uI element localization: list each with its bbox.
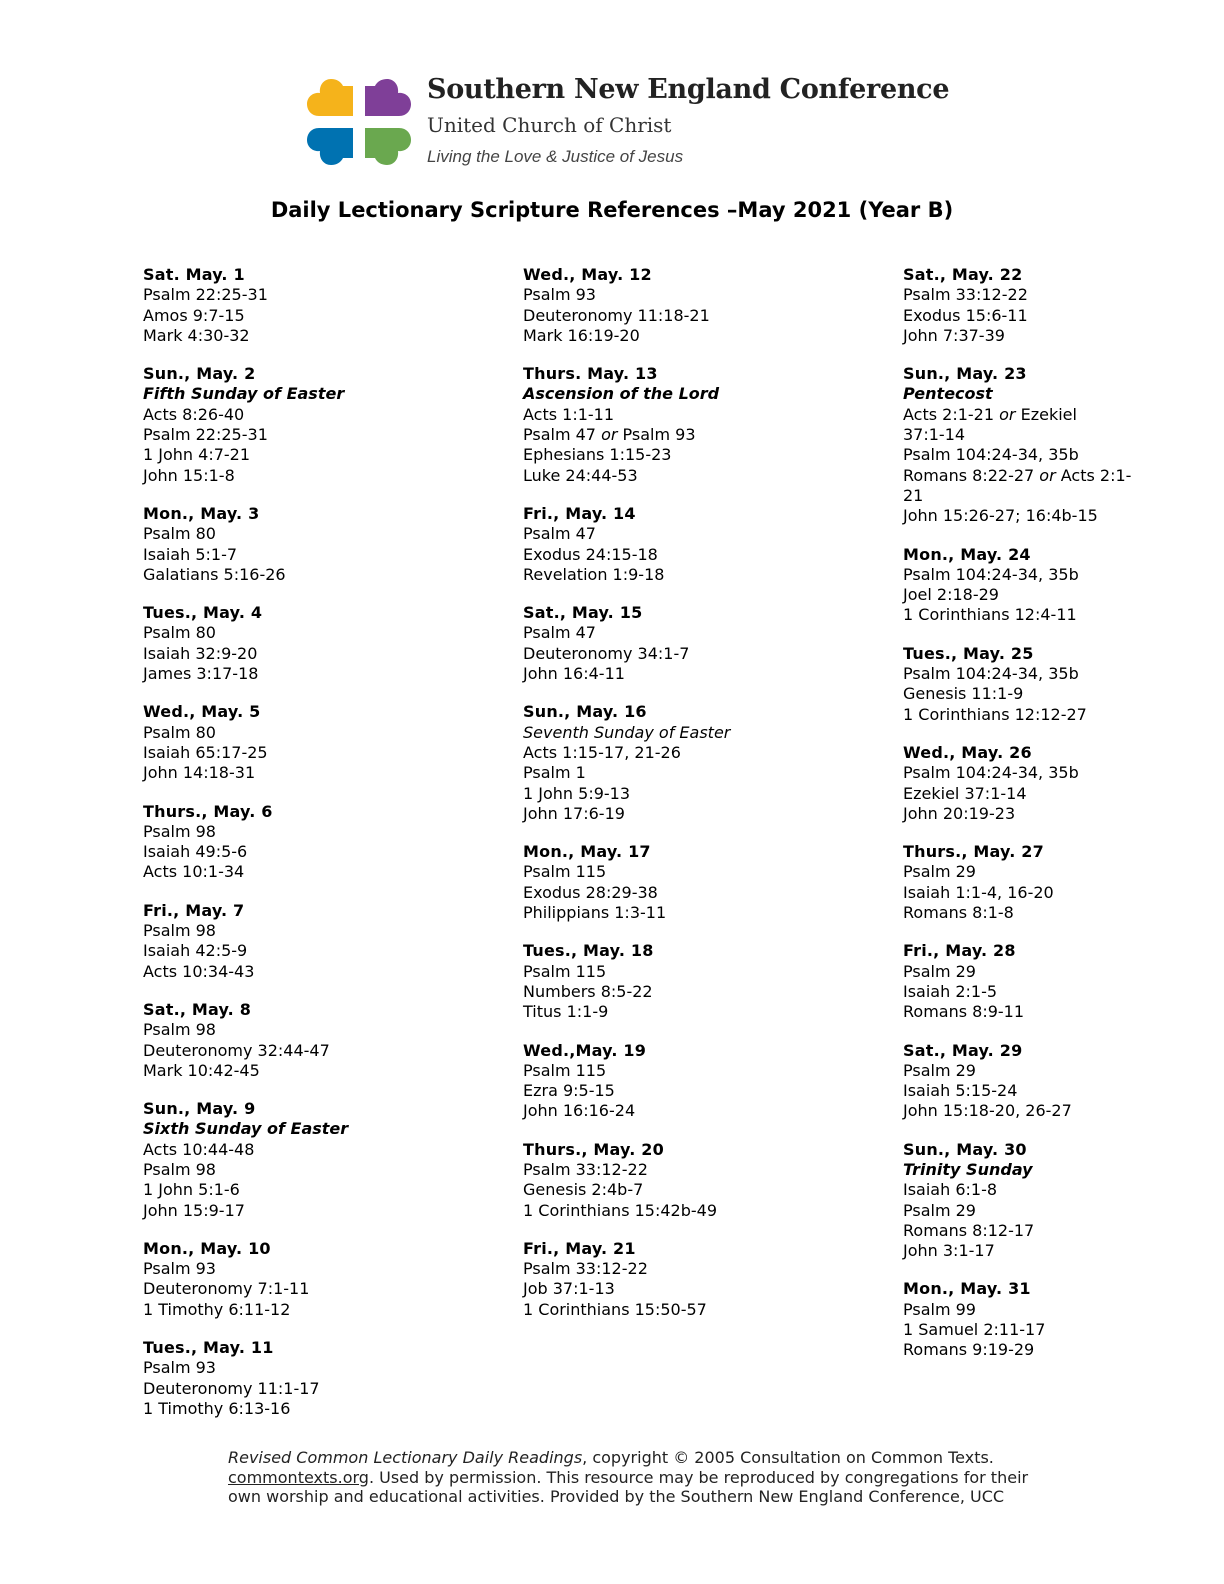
day-entry — [523, 504, 730, 585]
scripture-reading: Romans 8:1-8 — [903, 903, 1014, 923]
day-entry — [903, 644, 1131, 725]
day-date: Tues., May. 25 — [903, 643, 1034, 663]
day-entry — [903, 1279, 1131, 1360]
scripture-reading: Ephesians 1:15-23 — [523, 445, 672, 465]
day-entry — [903, 941, 1131, 1022]
scripture-reading: John 16:16-24 — [523, 1101, 636, 1121]
scripture-reading: Isaiah 6:1-8 — [903, 1180, 998, 1200]
scripture-reading: Psalm 80 — [143, 623, 216, 643]
day-entry — [143, 702, 348, 783]
scripture-reading: 21 — [903, 485, 924, 505]
scripture-reading: Exodus 15:6-11 — [903, 305, 1028, 325]
logo-heart-purple — [365, 79, 411, 116]
day-entry — [143, 1000, 348, 1081]
scripture-reading: Psalm 115 — [523, 862, 607, 882]
day-date: Fri., May. 14 — [523, 503, 636, 523]
day-date: Sat. May. 1 — [143, 265, 245, 284]
scripture-reading: Psalm 80 — [143, 524, 216, 544]
scripture-reading: Acts 2:1-21 or Ezekiel — [903, 404, 1077, 424]
scripture-reading: Deuteronomy 34:1-7 — [523, 643, 690, 663]
scripture-reading: Isaiah 1:1-4, 16-20 — [903, 882, 1054, 902]
day-date: Mon., May. 3 — [143, 503, 260, 523]
day-entry — [903, 743, 1131, 824]
day-date: Sun., May. 2 — [143, 364, 256, 384]
scripture-reading: Acts 1:1-11 — [523, 404, 615, 424]
scripture-reading: Psalm 93 — [523, 285, 596, 305]
org-tagline: Living the Love & Justice of Jesus — [427, 147, 684, 166]
scripture-reading: 1 John 5:9-13 — [523, 783, 631, 803]
scripture-reading: Psalm 104:24-34, 35b — [903, 763, 1079, 783]
day-date: Thurs., May. 6 — [143, 801, 273, 821]
scripture-reading: Psalm 104:24-34, 35b — [903, 445, 1079, 465]
day-entry — [143, 802, 348, 883]
day-date: Wed., May. 5 — [143, 702, 261, 722]
scripture-reading: John 15:9-17 — [143, 1200, 245, 1220]
scripture-reading: Mark 10:42-45 — [143, 1060, 260, 1080]
scripture-reading: Revelation 1:9-18 — [523, 564, 665, 584]
scripture-reading: James 3:17-18 — [143, 664, 259, 684]
day-entry — [903, 842, 1131, 923]
scripture-reading: Isaiah 42:5-9 — [143, 941, 248, 961]
liturgical-occasion: Trinity Sunday — [903, 1159, 1033, 1179]
day-date: Sun., May. 16 — [523, 702, 647, 722]
day-date: Mon., May. 17 — [523, 842, 651, 862]
day-date: Thurs., May. 20 — [523, 1139, 664, 1159]
scripture-reading: Psalm 29 — [903, 862, 976, 882]
scripture-reading: John 7:37-39 — [903, 325, 1005, 345]
scripture-reading: Galatians 5:16-26 — [143, 564, 286, 584]
scripture-reading: Genesis 2:4b-7 — [523, 1180, 644, 1200]
scripture-reading: Job 37:1-13 — [523, 1279, 615, 1299]
scripture-reading: 1 Corinthians 12:12-27 — [903, 704, 1087, 724]
day-date: Sat., May. 8 — [143, 999, 252, 1019]
scripture-reading: Numbers 8:5-22 — [523, 981, 653, 1001]
day-entry — [143, 901, 348, 982]
day-entry — [523, 1239, 730, 1320]
logo-heart-gold — [307, 79, 353, 116]
schedule-column-1 — [143, 265, 348, 1437]
liturgical-occasion: Sixth Sunday of Easter — [143, 1119, 349, 1139]
scripture-reading: Deuteronomy 11:18-21 — [523, 305, 710, 325]
day-date: Sun., May. 23 — [903, 364, 1027, 384]
footer-permission: . Used by permission. This resource may be reproduced by congregations for their — [368, 1467, 1029, 1487]
scripture-reading: Psalm 80 — [143, 722, 216, 742]
day-date: Thurs., May. 27 — [903, 842, 1044, 862]
scripture-reading: Psalm 1 — [523, 763, 586, 783]
scripture-reading: Psalm 93 — [143, 1358, 216, 1378]
day-date: Sat., May. 29 — [903, 1040, 1023, 1060]
schedule-column-3 — [903, 265, 1131, 1379]
scripture-reading: Acts 1:15-17, 21-26 — [523, 742, 681, 762]
day-entry — [523, 603, 730, 684]
day-entry — [903, 364, 1131, 526]
day-entry — [903, 1041, 1131, 1122]
day-entry — [523, 941, 730, 1022]
day-entry — [143, 364, 348, 486]
scripture-reading: Psalm 115 — [523, 961, 607, 981]
scripture-reading: Isaiah 5:1-7 — [143, 544, 238, 564]
scripture-reading: 37:1-14 — [903, 425, 966, 445]
day-entry — [143, 1099, 348, 1221]
scripture-reading: Acts 8:26-40 — [143, 404, 245, 424]
scripture-reading: John 17:6-19 — [523, 803, 625, 823]
scripture-reading: Mark 4:30-32 — [143, 325, 250, 345]
day-date: Thurs. May. 13 — [523, 364, 658, 384]
scripture-reading: John 20:19-23 — [903, 803, 1016, 823]
scripture-reading: Psalm 29 — [903, 961, 976, 981]
scripture-reading: Ezekiel 37:1-14 — [903, 783, 1027, 803]
scripture-reading: 1 Corinthians 15:42b-49 — [523, 1200, 718, 1220]
day-entry — [523, 842, 730, 923]
day-date: Mon., May. 31 — [903, 1279, 1031, 1299]
scripture-reading: Psalm 33:12-22 — [903, 285, 1028, 305]
commontexts-link[interactable]: commontexts.org — [228, 1467, 369, 1487]
footer-source: Revised Common Lectionary Daily Readings — [228, 1448, 583, 1467]
scripture-reading: Psalm 33:12-22 — [523, 1159, 648, 1179]
scripture-reading: Philippians 1:3-11 — [523, 903, 667, 923]
day-date: Tues., May. 18 — [523, 941, 654, 961]
scripture-reading: 1 Timothy 6:13-16 — [143, 1398, 291, 1418]
scripture-reading: Isaiah 5:15-24 — [903, 1081, 1018, 1101]
day-date: Wed.,May. 19 — [523, 1040, 647, 1060]
day-entry — [523, 364, 730, 486]
scripture-reading: Exodus 28:29-38 — [523, 882, 658, 902]
day-date: Sat., May. 15 — [523, 603, 643, 623]
copyright-footer — [228, 1448, 1058, 1507]
logo-heart-green — [365, 128, 411, 165]
scripture-reading: Psalm 29 — [903, 1060, 976, 1080]
scripture-reading: Deuteronomy 7:1-11 — [143, 1279, 310, 1299]
scripture-reading: Romans 8:9-11 — [903, 1002, 1025, 1022]
scripture-reading: Psalm 47 — [523, 524, 596, 544]
scripture-reading: Psalm 47 — [523, 623, 596, 643]
day-date: Sat., May. 22 — [903, 265, 1023, 284]
day-entry — [903, 545, 1131, 626]
scripture-reading: Psalm 98 — [143, 1159, 216, 1179]
day-date: Fri., May. 21 — [523, 1238, 636, 1258]
document-title: Daily Lectionary Scripture References –May 2021 (Year B) — [270, 198, 954, 222]
day-date: Fri., May. 7 — [143, 900, 245, 920]
day-date: Wed., May. 26 — [903, 742, 1032, 762]
scripture-reading: 1 Timothy 6:11-12 — [143, 1299, 291, 1319]
liturgical-occasion: Fifth Sunday of Easter — [143, 384, 345, 404]
scripture-reading: Amos 9:7-15 — [143, 305, 245, 325]
scripture-reading: Deuteronomy 11:1-17 — [143, 1378, 320, 1398]
day-date: Fri., May. 28 — [903, 941, 1016, 961]
scripture-reading: John 15:1-8 — [143, 465, 235, 485]
scripture-reading: John 16:4-11 — [523, 664, 625, 684]
footer-copyright: , copyright © 2005 Consultation on Common Texts. — [582, 1448, 994, 1467]
scripture-reading: Romans 8:12-17 — [903, 1220, 1035, 1240]
day-date: Wed., May. 12 — [523, 265, 652, 284]
day-entry — [143, 504, 348, 585]
scripture-reading: Romans 8:22-27 or Acts 2:1- — [903, 465, 1132, 485]
scripture-reading: Psalm 22:25-31 — [143, 285, 268, 305]
day-entry — [143, 1239, 348, 1320]
day-entry — [143, 603, 348, 684]
day-entry — [143, 1338, 348, 1419]
scripture-reading: Isaiah 65:17-25 — [143, 742, 268, 762]
day-entry — [523, 1041, 730, 1122]
schedule-column-2 — [523, 265, 730, 1338]
conference-header — [307, 70, 950, 176]
scripture-reading: Psalm 104:24-34, 35b — [903, 564, 1079, 584]
scripture-reading: Psalm 98 — [143, 821, 216, 841]
scripture-reading: Acts 10:1-34 — [143, 862, 245, 882]
day-date: Mon., May. 24 — [903, 544, 1031, 564]
scripture-reading: Acts 10:44-48 — [143, 1139, 255, 1159]
liturgical-occasion: Ascension of the Lord — [523, 384, 720, 404]
day-entry — [523, 265, 730, 346]
scripture-reading: John 15:26-27; 16:4b-15 — [903, 506, 1098, 526]
scripture-reading: Psalm 115 — [523, 1060, 607, 1080]
heart-cross-logo — [307, 70, 411, 174]
scripture-reading: John 3:1-17 — [903, 1241, 995, 1261]
org-name: Southern New England Conference — [427, 74, 950, 105]
scripture-reading: Psalm 99 — [903, 1299, 976, 1319]
day-entry — [523, 1140, 730, 1221]
scripture-reading: Psalm 98 — [143, 921, 216, 941]
scripture-reading: 1 John 4:7-21 — [143, 445, 251, 465]
liturgical-occasion: Seventh Sunday of Easter — [523, 722, 731, 742]
day-date: Sun., May. 30 — [903, 1139, 1027, 1159]
scripture-reading: Psalm 93 — [143, 1259, 216, 1279]
scripture-reading: Acts 10:34-43 — [143, 961, 255, 981]
scripture-reading: Mark 16:19-20 — [523, 325, 640, 345]
day-entry — [143, 265, 348, 346]
scripture-reading: Psalm 22:25-31 — [143, 425, 268, 445]
day-entry — [523, 702, 730, 824]
liturgical-occasion: Pentecost — [903, 384, 993, 404]
logo-heart-blue — [307, 128, 353, 165]
scripture-reading: John 15:18-20, 26-27 — [903, 1101, 1072, 1121]
day-date: Sun., May. 9 — [143, 1099, 256, 1119]
scripture-reading: Psalm 98 — [143, 1020, 216, 1040]
day-entry — [903, 1140, 1131, 1262]
day-date: Tues., May. 11 — [143, 1338, 274, 1358]
scripture-reading: 1 John 5:1-6 — [143, 1180, 240, 1200]
scripture-reading: Titus 1:1-9 — [523, 1002, 609, 1022]
day-date: Mon., May. 10 — [143, 1238, 271, 1258]
scripture-reading: 1 Corinthians 12:4-11 — [903, 605, 1077, 625]
day-entry — [903, 265, 1131, 346]
scripture-reading: 1 Corinthians 15:50-57 — [523, 1299, 707, 1319]
scripture-reading: Psalm 29 — [903, 1200, 976, 1220]
scripture-reading: Exodus 24:15-18 — [523, 544, 658, 564]
scripture-reading: Psalm 47 or Psalm 93 — [523, 425, 696, 445]
scripture-reading: John 14:18-31 — [143, 763, 256, 783]
org-subtitle: United Church of Christ — [427, 113, 672, 137]
scripture-reading: Joel 2:18-29 — [903, 585, 999, 605]
scripture-reading: Luke 24:44-53 — [523, 465, 638, 485]
footer-provided-by: own worship and educational activities. Provided by the Southern New England Conference, UCC — [228, 1487, 1005, 1507]
scripture-reading: Isaiah 49:5-6 — [143, 842, 248, 862]
scripture-reading: Genesis 11:1-9 — [903, 684, 1024, 704]
scripture-reading: Psalm 33:12-22 — [523, 1259, 648, 1279]
day-date: Tues., May. 4 — [143, 603, 263, 623]
scripture-reading: Isaiah 2:1-5 — [903, 981, 998, 1001]
scripture-reading: Ezra 9:5-15 — [523, 1081, 615, 1101]
scripture-reading: Psalm 104:24-34, 35b — [903, 664, 1079, 684]
scripture-reading: 1 Samuel 2:11-17 — [903, 1320, 1046, 1340]
scripture-reading: Romans 9:19-29 — [903, 1340, 1035, 1360]
scripture-reading: Deuteronomy 32:44-47 — [143, 1040, 330, 1060]
scripture-reading: Isaiah 32:9-20 — [143, 643, 258, 663]
